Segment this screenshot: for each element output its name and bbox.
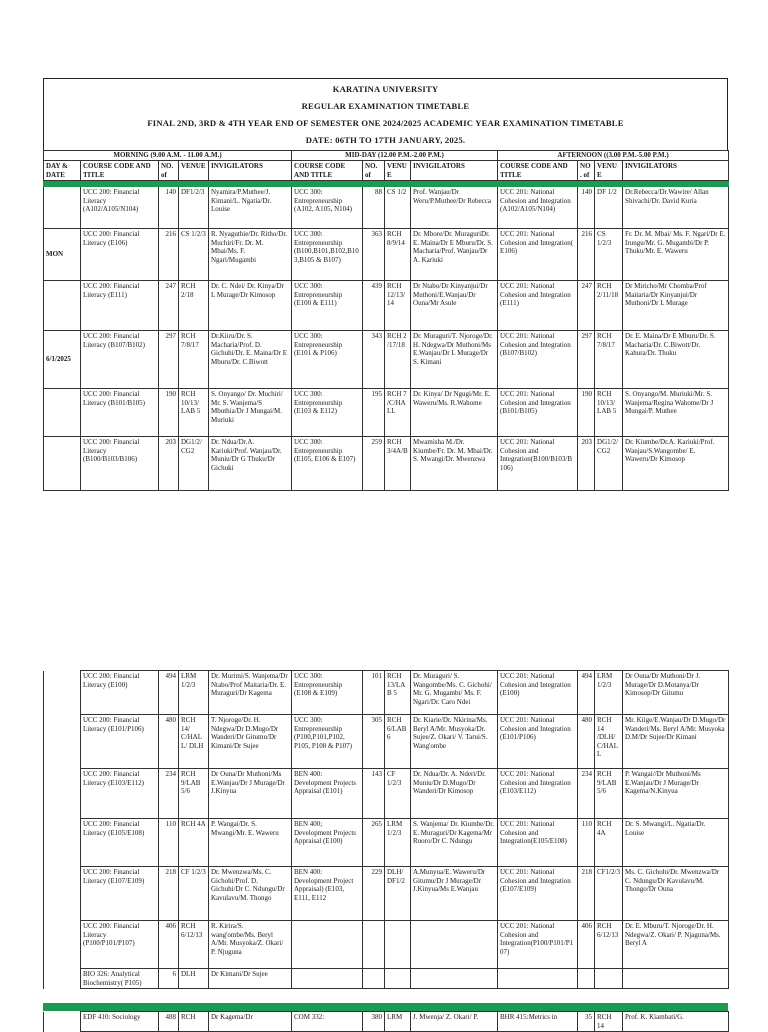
venue-cell (385, 969, 411, 989)
count-cell: 494 (159, 671, 179, 715)
course-cell: UCC 300: Entrepreneurship (E103 & E112) (292, 389, 363, 437)
course-cell: BEN 400: Development Projects Appraisal (E101) (292, 769, 363, 819)
invigilators-cell: Dr. E. Mburu/T. Njoroge/Dr. H. Ndegwa/Z. Okari/ P. Njaguna/Ms. Beryl A (623, 921, 729, 969)
count-cell: 203 (159, 437, 179, 491)
col-venue: VENU E (385, 161, 411, 181)
table-row (44, 331, 729, 389)
course-cell: BHR 415:Metrics in (498, 1012, 578, 1032)
course-cell: UCC 201: National Cohesion and Integration (E111) (498, 281, 578, 331)
count-cell: 229 (363, 867, 385, 921)
table-row (44, 229, 729, 281)
table-row (44, 769, 729, 819)
timetable-dates: DATE: 06TH TO 17TH JANUARY, 2025. (305, 135, 466, 145)
course-cell: UCC 201: National Cohesion and Integration( E106) (498, 229, 578, 281)
timetable-table-2 (43, 670, 729, 989)
venue-cell: LRM 1/2/3 (385, 819, 411, 867)
course-cell: BIO 326: Analytical Biochemistry( P105) (81, 969, 159, 989)
invigilators-cell: Dr.Kiiru/Dr. S. Macharia/Prof. D. Gichuhi/Dr. E. Maina/Dr E Mburu/Dr. C.Biwott (209, 331, 292, 389)
venue-cell: RCH 7 /C/HALL (385, 389, 411, 437)
count-cell: 190 (159, 389, 179, 437)
count-cell: 6 (159, 969, 179, 989)
venue-cell: DF 1/2 (595, 187, 623, 229)
venue-cell: RCH 14 (595, 1012, 623, 1032)
green-divider-bar (43, 1003, 728, 1011)
course-cell (498, 969, 578, 989)
course-cell: UCC 200: Financial Literacy (E100) (81, 671, 159, 715)
course-cell: UCC 200: Financial Literacy (A102/A105/N104) (81, 187, 159, 229)
venue-cell: RCH 9/LAB 5/6 (179, 769, 209, 819)
venue-cell: LRM 1/2/3 (595, 671, 623, 715)
venue-cell: CS 1/2 (385, 187, 411, 229)
table-row (44, 187, 729, 229)
invigilators-cell: Dr Ntabo/Dr Kinyanjui/Dr Muthoni/E.Wanjau/Dr Ouna/Mr Asule (411, 281, 498, 331)
count-cell: 488 (159, 1012, 179, 1032)
day-date-cell (44, 769, 81, 819)
invigilators-cell: Dr.Rebecca/Dr.Wawire/ Allan Shivachi/Dr. David Kuria (623, 187, 729, 229)
col-course: COURSE CODE AND TITLE (498, 161, 578, 181)
count-cell: 265 (363, 819, 385, 867)
course-cell: BEN 400; Development Projects Appraisal (E100) (292, 819, 363, 867)
day-date-cell (44, 671, 81, 715)
table-row (44, 867, 729, 921)
invigilators-cell: S. Wanjema/ Dr. Kiumbe/Dr. E. Muraguri/Dr Kagema/Mr Ruoro/Dr C. Ndungu (411, 819, 498, 867)
table-row (44, 389, 729, 437)
count-cell: 480 (578, 715, 595, 769)
count-cell: 203 (578, 437, 595, 491)
invigilators-cell: Dr. E. Maina/Dr E Mburu/Dr. S. Macharia/Dr. C.Biwott/Dr. Kahura/Dr. Thuku (623, 331, 729, 389)
count-cell: 110 (159, 819, 179, 867)
venue-cell: CS 1/2/3 (595, 229, 623, 281)
course-cell: UCC 201: National Cohesion and Integration (E101/P106) (498, 715, 578, 769)
course-cell: BEN 400: Development Project Appraisal) (E103, E111, E112 (292, 867, 363, 921)
invigilators-cell: Prof. K. Kiambati/G. (623, 1012, 729, 1032)
count-cell: 297 (578, 331, 595, 389)
venue-cell: LRM 1/2/3 (179, 671, 209, 715)
invigilators-cell: Mr. Kiige/E.Wanjau/Dr D.Mugo/Dr Wanderi/Ms. Beryl A/Mr. Musyoka D.M/Dr Sujee/Dr Kimani (623, 715, 729, 769)
col-no: NO. of (363, 161, 385, 181)
venue-cell: RCH 4A (179, 819, 209, 867)
count-cell: 140 (159, 187, 179, 229)
course-cell: UCC 300: Entrepreneurship (E108 & E109) (292, 671, 363, 715)
day-date-cell (44, 1012, 81, 1032)
course-cell: UCC 201: National Cohesion and Integration (E107/E109) (498, 867, 578, 921)
venue-cell: RCH (179, 1012, 209, 1032)
timetable-table-1 (43, 150, 729, 491)
count-cell: 234 (578, 769, 595, 819)
count-cell: 110 (578, 819, 595, 867)
table-row (44, 281, 729, 331)
invigilators-cell: Dr Ouna/Dr Muthoni/Ms E.Wanjau/Dr J Murage/Dr J.Kinyua (209, 769, 292, 819)
venue-cell: RCH 3/4A/B (385, 437, 411, 491)
day-date-cell (44, 715, 81, 769)
day-date-cell (44, 281, 81, 331)
venue-cell: RCH 8/9/14 (385, 229, 411, 281)
session-midday: MID-DAY (12.00 P.M.-2.00 P.M.) (292, 151, 498, 161)
course-cell: UCC 200: Financial Literacy (E106) (81, 229, 159, 281)
course-cell: UCC 200: Financial Literacy (E103/E112) (81, 769, 159, 819)
invigilators-cell: Dr Kagema/Dr (209, 1012, 292, 1032)
invigilators-cell: Dr. C. Ndei/ Dr. Kinya/Dr L Murage/Dr Kimosop (209, 281, 292, 331)
count-cell: 218 (159, 867, 179, 921)
timetable-page-2 (43, 670, 728, 989)
invigilators-cell: S. Onyango/ Dr. Muchiri/ Mr. S. Wanjema/S Mbuthia/Dr J Mungai/M. Muriuki (209, 389, 292, 437)
col-invigilators: INVIGILATORS (623, 161, 729, 181)
invigilators-cell (411, 969, 498, 989)
invigilators-cell: P. Wangai//Dr Muthoni/Ms E.Wanjau/Dr J Murage/Dr Kagema/N.Kinyua (623, 769, 729, 819)
course-cell: UCC 200: Financial Literacy (E101/P106) (81, 715, 159, 769)
col-invigilators: INVIGILATORS (209, 161, 292, 181)
count-cell: 190 (578, 389, 595, 437)
course-cell: UCC 201: National Cohesion and Integration(E105/E108) (498, 819, 578, 867)
day-date-cell (44, 921, 81, 969)
venue-cell (595, 969, 623, 989)
count-cell: 494 (578, 671, 595, 715)
course-cell: UCC 300: Entrepreneurship (B100,B101,B102,B103,B105 & B107) (292, 229, 363, 281)
session-morning: MORNING (9.00 A.M. - 11.00 A.M.) (44, 151, 292, 161)
venue-cell: RCH 14/ C/HAL L/ DLH (179, 715, 209, 769)
col-venue: VENUE (179, 161, 209, 181)
course-cell: UCC 201: National Cohesion and Integration (E103/E112) (498, 769, 578, 819)
count-cell: 406 (578, 921, 595, 969)
count-cell: 297 (159, 331, 179, 389)
course-cell: UCC 201: National Cohesion and Integration (B101/B105) (498, 389, 578, 437)
timetable-type: REGULAR EXAMINATION TIMETABLE (301, 101, 470, 111)
table-row (44, 671, 729, 715)
count-cell: 343 (363, 331, 385, 389)
session-afternoon: AFTERNOON ((3.00 P.M.-5.00 P.M.) (498, 151, 729, 161)
timetable-page-3 (43, 1011, 728, 1032)
venue-cell: RCH 7/8/17 (179, 331, 209, 389)
venue-cell: RCH 13/LAB 5 (385, 671, 411, 715)
course-cell: UCC 200: Financial Literacy (B107/B102) (81, 331, 159, 389)
invigilators-cell: Dr. Ndua/Dr. A. Nderi/Dr. Muniu/Dr D.Mugo/Dr Wanderi/Dr Kimosop (411, 769, 498, 819)
timetable-header (43, 78, 728, 150)
course-cell: UCC 300: Entrepreneurship (A102, A105, N104) (292, 187, 363, 229)
invigilators-cell: R. Nyaguthie/Dr. Ritho/Dr. Muchiri/Fr. Dr. M. Mbai/Ms. F. Ngari/Mugambi (209, 229, 292, 281)
timetable-table-3 (43, 1011, 729, 1032)
count-cell (578, 969, 595, 989)
invigilators-cell: Dr Kimani/Dr Sujee (209, 969, 292, 989)
day-date-cell (44, 969, 81, 989)
table-row (44, 437, 729, 491)
invigilators-cell: A.Munyua/E. Waweru/Dr Gitumu/Dr J Murage/Dr J.Kinyua/Ms E.Wanjau (411, 867, 498, 921)
venue-cell: RCH 12/13/14 (385, 281, 411, 331)
invigilators-cell (411, 921, 498, 969)
invigilators-cell: Dr Ouna/Dr Muthoni/Dr J. Murage/Dr D.Motanya/Dr Kimosop/Dr Gitumu (623, 671, 729, 715)
timetable-title: FINAL 2ND, 3RD & 4TH YEAR END OF SEMESTER ONE 2024/2025 ACADEMIC YEAR EXAMINATION TIMETABLE (147, 118, 624, 128)
invigilators-cell: Dr. Mwenzwa/Ms. C. Gichohi/Prof. D. Gichuhi/Dr C. Ndungu/Dr Kavulavu/M. Thongo (209, 867, 292, 921)
invigilators-cell: Dr. Kinya/ Dr Ngugi/Mr. E. Waweru/Ms. R.Wahome (411, 389, 498, 437)
venue-cell (385, 921, 411, 969)
venue-cell: RCH 4A (595, 819, 623, 867)
venue-cell: RCH 2/18 (179, 281, 209, 331)
col-no: NO. of (578, 161, 595, 181)
day-date-cell (44, 867, 81, 921)
col-venue: VENUE (595, 161, 623, 181)
venue-cell: RCH 10/13/ LAB 5 (595, 389, 623, 437)
count-cell: 247 (578, 281, 595, 331)
invigilators-cell: J. Mwenja/ Z. Okari/ P. (411, 1012, 498, 1032)
timetable-page-1 (43, 78, 728, 491)
course-cell: UCC 300: Entrepreneurship (E101 & P106) (292, 331, 363, 389)
course-cell: UCC 200: Financial Literacy (B101/B105) (81, 389, 159, 437)
venue-cell: DLH/ DF1/2 (385, 867, 411, 921)
count-cell: 363 (363, 229, 385, 281)
invigilators-cell: Dr. Murimi/S. Wanjema/Dr Ntabo/Prof Maitaria/Dr. E. Muraguri/Dr Kagema (209, 671, 292, 715)
invigilators-cell: Nyamira/P.Muthee/J. Kimani/L. Ngatia/Dr. Louise (209, 187, 292, 229)
invigilators-cell: Fr. Dr. M. Mbai/ Ms. F. Ngari/Dr E. Irungu/Mr. G. Mugambi/Dr P. Thuku/Mr. E. Waweru (623, 229, 729, 281)
venue-cell: RCH 10/13/ LAB 5 (179, 389, 209, 437)
course-cell: EDF 410: Sociology (81, 1012, 159, 1032)
invigilators-cell: T. Njoroge/Dr. H. Ndegwa/Dr D.Mugo/Dr Wanderi/Dr Gitumu/Dr Kimani/Dr Sujee (209, 715, 292, 769)
course-cell: COM 332: (292, 1012, 363, 1032)
day-date-cell: 6/1/2025 (44, 331, 81, 389)
count-cell: 480 (159, 715, 179, 769)
count-cell: 143 (363, 769, 385, 819)
venue-cell: LRM (385, 1012, 411, 1032)
count-cell: 216 (159, 229, 179, 281)
count-cell: 439 (363, 281, 385, 331)
table-row (44, 1012, 729, 1032)
venue-cell: DG1/2/CG2 (179, 437, 209, 491)
count-cell: 35 (578, 1012, 595, 1032)
invigilators-cell: Dr. Mbore/Dr. MuraguriDr. E. Maina/Dr E Mburu/Dr. S. Macharia/Prof. Wanjau/Dr A. Kariuki (411, 229, 498, 281)
venue-cell: RCH 6/12/13 (179, 921, 209, 969)
course-cell: UCC 200: Financial Literacy (E105/E108) (81, 819, 159, 867)
invigilators-cell: R. Kirira/S. wang'ombe/Ms. Beryl A/Mr. Musyoka/Z. Okari/ P. Njuguna (209, 921, 292, 969)
course-cell (292, 921, 363, 969)
venue-cell: RCH 6/LAB 6 (385, 715, 411, 769)
day-date-cell (44, 389, 81, 437)
invigilators-cell: Dr. Muraguri/ S. Wangombe/Ms. C. Gichohi/ Mr. G. Mugambi/ Ms. F. Ngari/Dr. Caro Ndei (411, 671, 498, 715)
venue-cell: RCH 6/12/13 (595, 921, 623, 969)
col-no: NO. of (159, 161, 179, 181)
day-date-cell (44, 187, 81, 229)
university-name: KARATINA UNIVERSITY (332, 84, 439, 94)
count-cell: 195 (363, 389, 385, 437)
venue-cell: CF 1/2/3 (385, 769, 411, 819)
venue-cell: RCH 9/LAB 5/6 (595, 769, 623, 819)
venue-cell: CF 1/2/3 (179, 867, 209, 921)
table-row (44, 819, 729, 867)
course-cell: UCC 200: Financial Literacy (B100/B103/B106) (81, 437, 159, 491)
venue-cell: DG1/2/CG2 (595, 437, 623, 491)
invigilators-cell: Dr. Ndua/Dr.A. Kariuki/Prof. Wanjau/Dr. Muniu/Dr G Thuku/Dr Gichuki (209, 437, 292, 491)
col-course: COURSE CODE AND TITLE (81, 161, 159, 181)
count-cell (363, 969, 385, 989)
count-cell: 88 (363, 187, 385, 229)
venue-cell: RCH 2 /17/18 (385, 331, 411, 389)
invigilators-cell: P. Wangai/Dr. S. Mwangi/Mr. E. Waweru (209, 819, 292, 867)
invigilators-cell: Ms. C. Gichohi/Dr. Mwenzwa/Dr C. Ndungu/Dr Kavulavu/M. Thongo/Dr Ouna (623, 867, 729, 921)
count-cell: 218 (578, 867, 595, 921)
count-cell: 305 (363, 715, 385, 769)
course-cell: UCC 300: Entrepreneurship (E100 & E111) (292, 281, 363, 331)
count-cell: 247 (159, 281, 179, 331)
venue-cell: CF1/2/3 (595, 867, 623, 921)
venue-cell: RCH 2/11/18 (595, 281, 623, 331)
invigilators-cell: Mwamisha M./Dr. Kiumbe/Fr. Dr. M. Mbai/Dr. S. Mwangi/Dr. Mwenzwa (411, 437, 498, 491)
count-cell: 259 (363, 437, 385, 491)
course-cell (292, 969, 363, 989)
invigilators-cell: Dr Miricho/Mr Chomba/Prof Maitaria/Dr Kinyanjui/Dr Muthoni/Dr L Murage (623, 281, 729, 331)
course-cell: UCC 200: Financial Literacy (P100/P101/P107) (81, 921, 159, 969)
day-date-cell: MON (44, 229, 81, 281)
invigilators-cell (623, 969, 729, 989)
venue-cell: DLH (179, 969, 209, 989)
course-cell: UCC 200: Financial Literacy (E107/E109) (81, 867, 159, 921)
course-cell: UCC 200: Financial Literacy (E111) (81, 281, 159, 331)
invigilators-cell: Dr. Kiarie/Dr. Nkirina/Ms. Beryl A/Mr. Musyoka/Dr. Sujee/Z. Okari/ V. Tarui/S. Wang'ombe (411, 715, 498, 769)
course-cell: UCC 201: National Cohesion and Integration (E100) (498, 671, 578, 715)
count-cell: 216 (578, 229, 595, 281)
course-cell: UCC 300: Entrepreneurship (P100,P101,P102, P105, P108 & P107) (292, 715, 363, 769)
invigilators-cell: S. Onyango/M. Muriuki/Mr. S. Wanjema/Regina Wahome/Dr J Mungai/P. Muthee (623, 389, 729, 437)
course-cell: UCC 201: National Cohesion and Integration(B100/B103/B106) (498, 437, 578, 491)
venue-cell: CS 1/2/3 (179, 229, 209, 281)
count-cell (363, 921, 385, 969)
course-cell: UCC 201: National Cohesion and Integration (A102/A105/N104) (498, 187, 578, 229)
invigilators-cell: Dr. Muraguri/T. Njoroge/Dr. H. Ndegwa/Dr Muthoni/Ms E.Wanjau/Dr L Murage/Dr S. Kimani (411, 331, 498, 389)
invigilators-cell: Dr. S. Mwangi/L. Ngatia/Dr. Louise (623, 819, 729, 867)
count-cell: 380 (363, 1012, 385, 1032)
table-row (44, 969, 729, 989)
venue-cell: DF1/2/3 (179, 187, 209, 229)
invigilators-cell: Dr. Kiumbe/Dr.A. Kariuki/Prof. Wanjau/S.Wangombe/ E. Waweru/Dr Kimosop (623, 437, 729, 491)
course-cell: UCC 201: National Cohesion and Integration (B107/B102) (498, 331, 578, 389)
invigilators-cell: Prof. Wanjau/Dr Weru/P.Muthee/Dr Rebecca (411, 187, 498, 229)
count-cell: 406 (159, 921, 179, 969)
table-row (44, 715, 729, 769)
day-date-cell (44, 819, 81, 867)
venue-cell: RCH 7/8/17 (595, 331, 623, 389)
col-day: DAY & DATE (44, 161, 81, 181)
count-cell: 234 (159, 769, 179, 819)
venue-cell: RCH 14 /DLH/ C/HALL (595, 715, 623, 769)
col-invigilators: INVIGILATORS (411, 161, 498, 181)
count-cell: 140 (578, 187, 595, 229)
table-row (44, 921, 729, 969)
course-cell: UCC 201: National Cohesion and Integration(P100/P101/P107) (498, 921, 578, 969)
day-date-cell (44, 437, 81, 491)
count-cell: 101 (363, 671, 385, 715)
col-course: COURSE CODE AND TITLE (292, 161, 363, 181)
course-cell: UCC 300: Entrepreneurship (E105, E106 & E107) (292, 437, 363, 491)
